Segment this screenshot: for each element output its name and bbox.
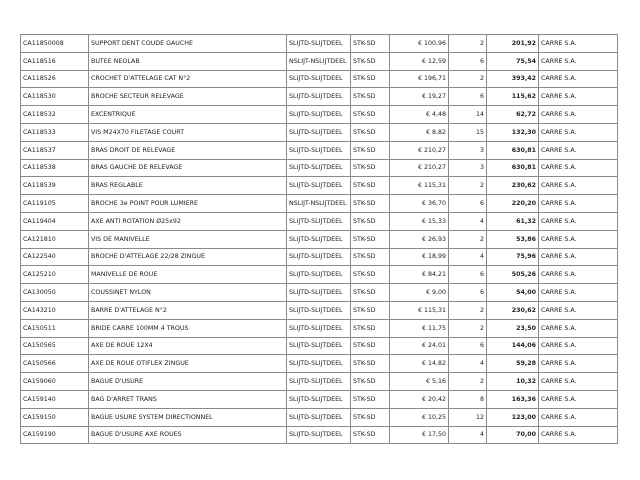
table-row xyxy=(21,248,618,266)
description-cell: BUTEE NEOLAB xyxy=(89,52,287,70)
description-cell: AXE ANTI ROTATION Ø25x92 xyxy=(89,212,287,230)
category-cell: SLIJTD-SLIJTDEEL xyxy=(287,88,351,106)
unit-cell: STK-SD xyxy=(351,141,390,159)
part-code-cell: CA130050 xyxy=(21,284,89,302)
total-cell: 630,81 xyxy=(487,141,539,159)
part-code-cell: CA118532 xyxy=(21,106,89,124)
quantity-cell: 4 xyxy=(449,355,487,373)
unit-price-cell: € 14,82 xyxy=(390,355,449,373)
total-cell: 23,50 xyxy=(487,319,539,337)
supplier-cell: CARRE S.A. xyxy=(539,177,618,195)
quantity-cell: 2 xyxy=(449,373,487,391)
description-cell: BROCHE 3e POINT POUR LUMIERE xyxy=(89,195,287,213)
supplier-cell: CARRE S.A. xyxy=(539,337,618,355)
total-cell: 61,32 xyxy=(487,212,539,230)
category-cell: SLIJTD-SLIJTDEEL xyxy=(287,355,351,373)
unit-cell: STK-SD xyxy=(351,159,390,177)
total-cell: 75,54 xyxy=(487,52,539,70)
unit-price-cell: € 26,93 xyxy=(390,230,449,248)
total-cell: 144,06 xyxy=(487,337,539,355)
part-code-cell: CA122540 xyxy=(21,248,89,266)
part-code-cell: CA159150 xyxy=(21,408,89,426)
quantity-cell: 2 xyxy=(449,35,487,53)
unit-cell: STK-SD xyxy=(351,88,390,106)
category-cell: SLIJTD-SLIJTDEEL xyxy=(287,212,351,230)
total-cell: 163,36 xyxy=(487,390,539,408)
description-cell: BAGUE D'USURE xyxy=(89,373,287,391)
description-cell: EXCENTRIQUE xyxy=(89,106,287,124)
part-code-cell: CA121810 xyxy=(21,230,89,248)
unit-price-cell: € 17,50 xyxy=(390,426,449,444)
unit-cell: STK-SD xyxy=(351,319,390,337)
total-cell: 201,92 xyxy=(487,35,539,53)
quantity-cell: 8 xyxy=(449,390,487,408)
parts-table xyxy=(20,34,618,444)
table-row xyxy=(21,337,618,355)
part-code-cell: CA125210 xyxy=(21,266,89,284)
total-cell: 220,20 xyxy=(487,195,539,213)
unit-price-cell: € 115,31 xyxy=(390,301,449,319)
unit-cell: STK-SD xyxy=(351,123,390,141)
description-cell: SUPPORT DENT COUDE GAUCHE xyxy=(89,35,287,53)
quantity-cell: 6 xyxy=(449,88,487,106)
supplier-cell: CARRE S.A. xyxy=(539,248,618,266)
category-cell: SLIJTD-SLIJTDEEL xyxy=(287,390,351,408)
unit-price-cell: € 20,42 xyxy=(390,390,449,408)
supplier-cell: CARRE S.A. xyxy=(539,106,618,124)
quantity-cell: 6 xyxy=(449,284,487,302)
unit-price-cell: € 5,16 xyxy=(390,373,449,391)
table-row xyxy=(21,70,618,88)
unit-cell: STK-SD xyxy=(351,301,390,319)
category-cell: SLIJTD-SLIJTDEEL xyxy=(287,141,351,159)
description-cell: BRIDE CARRE 100MM 4 TROUS xyxy=(89,319,287,337)
unit-cell: STK-SD xyxy=(351,337,390,355)
part-code-cell: CA118538 xyxy=(21,159,89,177)
category-cell: SLIJTD-SLIJTDEEL xyxy=(287,319,351,337)
category-cell: SLIJTD-SLIJTDEEL xyxy=(287,106,351,124)
total-cell: 115,62 xyxy=(487,88,539,106)
table-row xyxy=(21,373,618,391)
supplier-cell: CARRE S.A. xyxy=(539,123,618,141)
category-cell: SLIJTD-SLIJTDEEL xyxy=(287,408,351,426)
table-row xyxy=(21,319,618,337)
unit-cell: STK-SD xyxy=(351,266,390,284)
table-row xyxy=(21,390,618,408)
part-code-cell: CA119105 xyxy=(21,195,89,213)
table-row xyxy=(21,230,618,248)
unit-price-cell: € 8,82 xyxy=(390,123,449,141)
category-cell: SLIJTD-SLIJTDEEL xyxy=(287,426,351,444)
inventory-sheet xyxy=(20,34,617,444)
unit-cell: STK-SD xyxy=(351,195,390,213)
unit-cell: STK-SD xyxy=(351,106,390,124)
total-cell: 75,96 xyxy=(487,248,539,266)
unit-cell: STK-SD xyxy=(351,35,390,53)
unit-price-cell: € 19,27 xyxy=(390,88,449,106)
quantity-cell: 4 xyxy=(449,426,487,444)
description-cell: MANIVELLE DE ROUE xyxy=(89,266,287,284)
total-cell: 630,81 xyxy=(487,159,539,177)
table-row xyxy=(21,52,618,70)
category-cell: SLIJTD-SLIJTDEEL xyxy=(287,337,351,355)
supplier-cell: CARRE S.A. xyxy=(539,35,618,53)
supplier-cell: CARRE S.A. xyxy=(539,426,618,444)
table-row xyxy=(21,301,618,319)
unit-cell: STK-SD xyxy=(351,248,390,266)
total-cell: 230,62 xyxy=(487,177,539,195)
unit-cell: STK-SD xyxy=(351,426,390,444)
quantity-cell: 3 xyxy=(449,141,487,159)
category-cell: SLIJTD-SLIJTDEEL xyxy=(287,177,351,195)
table-row xyxy=(21,106,618,124)
supplier-cell: CARRE S.A. xyxy=(539,284,618,302)
supplier-cell: CARRE S.A. xyxy=(539,230,618,248)
total-cell: 53,86 xyxy=(487,230,539,248)
description-cell: CROCHET D'ATTELAGE CAT N°2 xyxy=(89,70,287,88)
unit-cell: STK-SD xyxy=(351,355,390,373)
table-row xyxy=(21,212,618,230)
part-code-cell: CA150511 xyxy=(21,319,89,337)
total-cell: 54,00 xyxy=(487,284,539,302)
supplier-cell: CARRE S.A. xyxy=(539,408,618,426)
part-code-cell: CA118530 xyxy=(21,88,89,106)
description-cell: BAGUE USURE SYSTEM DIRECTIONNEL xyxy=(89,408,287,426)
unit-cell: STK-SD xyxy=(351,230,390,248)
unit-cell: STK-SD xyxy=(351,408,390,426)
unit-cell: STK-SD xyxy=(351,52,390,70)
part-code-cell: CA143210 xyxy=(21,301,89,319)
supplier-cell: CARRE S.A. xyxy=(539,141,618,159)
quantity-cell: 6 xyxy=(449,52,487,70)
description-cell: BRAS REGLABLE xyxy=(89,177,287,195)
supplier-cell: CARRE S.A. xyxy=(539,88,618,106)
category-cell: SLIJTD-SLIJTDEEL xyxy=(287,123,351,141)
category-cell: SLIJTD-SLIJTDEEL xyxy=(287,301,351,319)
unit-price-cell: € 24,01 xyxy=(390,337,449,355)
category-cell: SLIJTD-SLIJTDEEL xyxy=(287,284,351,302)
unit-price-cell: € 196,71 xyxy=(390,70,449,88)
part-code-cell: CA159060 xyxy=(21,373,89,391)
part-code-cell: CA150566 xyxy=(21,355,89,373)
category-cell: NSLIJT-NSLIJTDEEL xyxy=(287,52,351,70)
description-cell: COUSSINET NYLON xyxy=(89,284,287,302)
total-cell: 70,00 xyxy=(487,426,539,444)
supplier-cell: CARRE S.A. xyxy=(539,355,618,373)
quantity-cell: 2 xyxy=(449,177,487,195)
table-row xyxy=(21,35,618,53)
description-cell: BRAS DROIT DE RELEVAGE xyxy=(89,141,287,159)
unit-price-cell: € 36,70 xyxy=(390,195,449,213)
quantity-cell: 2 xyxy=(449,230,487,248)
part-code-cell: CA118526 xyxy=(21,70,89,88)
unit-price-cell: € 210,27 xyxy=(390,159,449,177)
part-code-cell: CA119404 xyxy=(21,212,89,230)
unit-price-cell: € 100,96 xyxy=(390,35,449,53)
unit-price-cell: € 10,25 xyxy=(390,408,449,426)
total-cell: 393,42 xyxy=(487,70,539,88)
category-cell: NSLIJT-NSLIJTDEEL xyxy=(287,195,351,213)
description-cell: VIS M24X70 FILETAGE COURT xyxy=(89,123,287,141)
supplier-cell: CARRE S.A. xyxy=(539,319,618,337)
part-code-cell: CA118539 xyxy=(21,177,89,195)
unit-price-cell: € 15,33 xyxy=(390,212,449,230)
unit-cell: STK-SD xyxy=(351,70,390,88)
quantity-cell: 6 xyxy=(449,195,487,213)
table-row xyxy=(21,266,618,284)
quantity-cell: 6 xyxy=(449,266,487,284)
description-cell: VIS DE MANIVELLE xyxy=(89,230,287,248)
supplier-cell: CARRE S.A. xyxy=(539,266,618,284)
category-cell: SLIJTD-SLIJTDEEL xyxy=(287,35,351,53)
quantity-cell: 3 xyxy=(449,159,487,177)
unit-cell: STK-SD xyxy=(351,212,390,230)
table-row xyxy=(21,284,618,302)
unit-price-cell: € 18,99 xyxy=(390,248,449,266)
category-cell: SLIJTD-SLIJTDEEL xyxy=(287,159,351,177)
description-cell: AXE DE ROUE 12X4 xyxy=(89,337,287,355)
part-code-cell: CA150565 xyxy=(21,337,89,355)
supplier-cell: CARRE S.A. xyxy=(539,212,618,230)
description-cell: BARRE D'ATTELAGE N°2 xyxy=(89,301,287,319)
part-code-cell: CA11850008 xyxy=(21,35,89,53)
supplier-cell: CARRE S.A. xyxy=(539,301,618,319)
total-cell: 59,28 xyxy=(487,355,539,373)
description-cell: BRAS GAUCHE DE RELEVAGE xyxy=(89,159,287,177)
description-cell: BROCHE SECTEUR RELEVAGE xyxy=(89,88,287,106)
part-code-cell: CA159140 xyxy=(21,390,89,408)
table-row xyxy=(21,123,618,141)
supplier-cell: CARRE S.A. xyxy=(539,390,618,408)
part-code-cell: CA118516 xyxy=(21,52,89,70)
category-cell: SLIJTD-SLIJTDEEL xyxy=(287,266,351,284)
quantity-cell: 15 xyxy=(449,123,487,141)
total-cell: 10,32 xyxy=(487,373,539,391)
table-row xyxy=(21,408,618,426)
unit-price-cell: € 4,48 xyxy=(390,106,449,124)
description-cell: BAG D'ARRET TRANS xyxy=(89,390,287,408)
unit-cell: STK-SD xyxy=(351,373,390,391)
unit-price-cell: € 12,59 xyxy=(390,52,449,70)
quantity-cell: 2 xyxy=(449,70,487,88)
unit-cell: STK-SD xyxy=(351,284,390,302)
quantity-cell: 2 xyxy=(449,319,487,337)
quantity-cell: 4 xyxy=(449,248,487,266)
category-cell: SLIJTD-SLIJTDEEL xyxy=(287,248,351,266)
total-cell: 132,30 xyxy=(487,123,539,141)
part-code-cell: CA159190 xyxy=(21,426,89,444)
supplier-cell: CARRE S.A. xyxy=(539,70,618,88)
description-cell: BROCHE D'ATTELAGE 22/28 ZINGUE xyxy=(89,248,287,266)
category-cell: SLIJTD-SLIJTDEEL xyxy=(287,373,351,391)
unit-price-cell: € 210,27 xyxy=(390,141,449,159)
unit-price-cell: € 84,21 xyxy=(390,266,449,284)
table-row xyxy=(21,355,618,373)
supplier-cell: CARRE S.A. xyxy=(539,195,618,213)
table-row xyxy=(21,177,618,195)
total-cell: 62,72 xyxy=(487,106,539,124)
table-row xyxy=(21,195,618,213)
description-cell: BAGUE D'USURE AXE ROUES xyxy=(89,426,287,444)
supplier-cell: CARRE S.A. xyxy=(539,373,618,391)
description-cell: AXE DE ROUE OTIFLEX ZINGUE xyxy=(89,355,287,373)
total-cell: 505,26 xyxy=(487,266,539,284)
supplier-cell: CARRE S.A. xyxy=(539,52,618,70)
quantity-cell: 4 xyxy=(449,212,487,230)
unit-price-cell: € 11,75 xyxy=(390,319,449,337)
category-cell: SLIJTD-SLIJTDEEL xyxy=(287,70,351,88)
quantity-cell: 12 xyxy=(449,408,487,426)
table-row xyxy=(21,159,618,177)
table-row xyxy=(21,141,618,159)
part-code-cell: CA118537 xyxy=(21,141,89,159)
table-row xyxy=(21,426,618,444)
part-code-cell: CA118533 xyxy=(21,123,89,141)
total-cell: 230,62 xyxy=(487,301,539,319)
total-cell: 123,00 xyxy=(487,408,539,426)
unit-cell: STK-SD xyxy=(351,390,390,408)
quantity-cell: 6 xyxy=(449,337,487,355)
table-row xyxy=(21,88,618,106)
supplier-cell: CARRE S.A. xyxy=(539,159,618,177)
category-cell: SLIJTD-SLIJTDEEL xyxy=(287,230,351,248)
unit-price-cell: € 9,00 xyxy=(390,284,449,302)
unit-price-cell: € 115,31 xyxy=(390,177,449,195)
unit-cell: STK-SD xyxy=(351,177,390,195)
quantity-cell: 14 xyxy=(449,106,487,124)
quantity-cell: 2 xyxy=(449,301,487,319)
